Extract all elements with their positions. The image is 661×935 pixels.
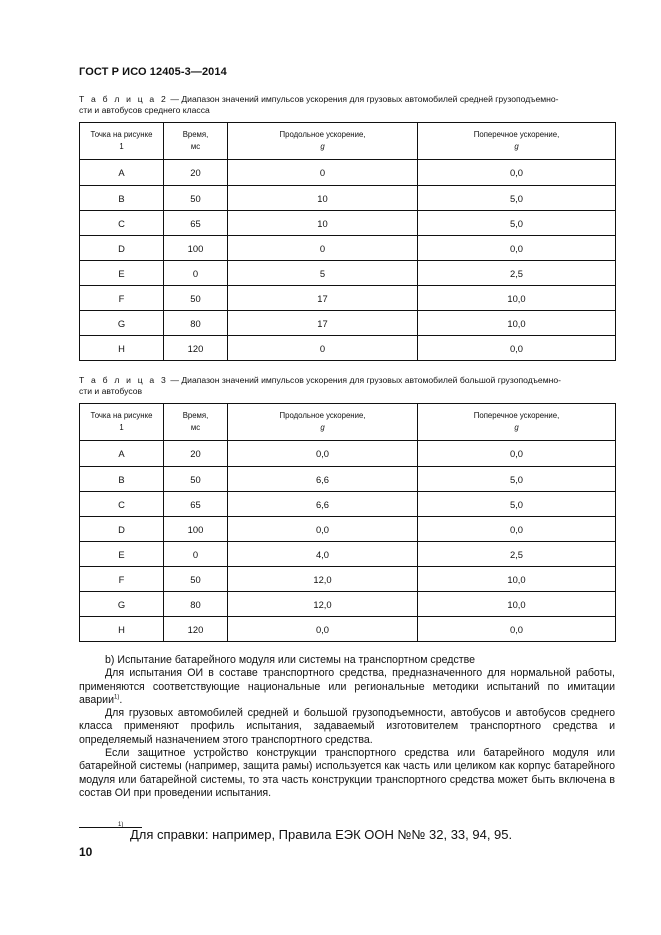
table3-caption-line2: сти и автобусов (79, 386, 143, 396)
table-cell: 17 (228, 311, 418, 336)
table-cell: 2,5 (418, 261, 616, 286)
page-number: 10 (79, 845, 93, 859)
table-cell: 0 (228, 160, 418, 186)
table-cell: 0,0 (418, 236, 616, 261)
table2-header-lateral: Поперечное ускорение, g (418, 123, 616, 160)
document-header: ГОСТ Р ИСО 12405-3—2014 (79, 66, 227, 78)
table-cell: H (80, 617, 164, 642)
table-cell: 20 (164, 160, 228, 186)
table-cell: 0,0 (418, 441, 616, 467)
table-cell: 2,5 (418, 542, 616, 567)
table-cell: G (80, 311, 164, 336)
table-cell: 20 (164, 441, 228, 467)
table-row (80, 517, 616, 542)
table2-header-row (80, 123, 616, 160)
table-cell: B (80, 467, 164, 492)
body-text (79, 654, 615, 800)
table-cell: 10,0 (418, 286, 616, 311)
table-cell: 10,0 (418, 567, 616, 592)
table2-caption-line2: сти и автобусов среднего класса (79, 105, 210, 115)
table-row (80, 186, 616, 211)
table-cell: 10 (228, 186, 418, 211)
table-cell: 0 (164, 261, 228, 286)
table-row (80, 236, 616, 261)
paragraph-vehicle-test: Для испытания ОИ в составе транспортного средства, предназначенного для нормальной работы, применяются соответствующие национальные или региональные методики испытаний по имитации аварии$^{1)}$. (79, 667, 615, 706)
table-cell: 5,0 (418, 186, 616, 211)
table3-caption (79, 375, 619, 397)
table-cell: 0 (164, 542, 228, 567)
table3 (79, 403, 616, 642)
table3-caption-line1: — Диапазон значений импульсов ускорения для грузовых автомобилей большой грузоподъемно- (167, 375, 561, 385)
table-cell: E (80, 261, 164, 286)
table-cell: D (80, 236, 164, 261)
table2-header-time: Время, мс (164, 123, 228, 160)
table-cell: A (80, 160, 164, 186)
table-row (80, 492, 616, 517)
table2-header-point: Точка на рисунке 1 (80, 123, 164, 160)
table-row (80, 542, 616, 567)
table-cell: 0,0 (418, 160, 616, 186)
table-cell: 4,0 (228, 542, 418, 567)
table-cell: 0,0 (418, 617, 616, 642)
table-cell: 0,0 (418, 336, 616, 361)
table-cell: A (80, 441, 164, 467)
paragraph-subsection-b: b) Испытание батарейного модуля или системы на транспортном средстве (105, 654, 476, 666)
table-cell: 0,0 (228, 617, 418, 642)
paragraph-protective-device: Если защитное устройство конструкции транспортного средства или батарейного модуля или батарейной системы (например, защита рамы) используется как часть или целиком как корпус батарейного модуля или батарейной системы, то эта часть конструкции транспортного средства может быть включена в состав ОИ при проведении испытания. (79, 747, 615, 799)
table-row (80, 467, 616, 492)
table3-caption-label: Т а б л и ц а 3 (79, 375, 168, 385)
table2-caption-line1: — Диапазон значений импульсов ускорения для грузовых автомобилей средней грузоподъемно- (167, 94, 559, 104)
table-cell: H (80, 336, 164, 361)
footnote-reference[interactable]: 1) (114, 694, 120, 701)
table-row (80, 617, 616, 642)
table-row (80, 286, 616, 311)
table3-header-longitudinal: Продольное ускорение, g (228, 404, 418, 441)
paragraph-trucks-buses: Для грузовых автомобилей средней и большой грузоподъемности, автобусов и автобусов среднего класса применяют профиль испытания, задаваемый изготовителем транспортного средства и определяемый назначением этого транспортного средства. (79, 707, 615, 746)
table-cell: 120 (164, 336, 228, 361)
table-row (80, 211, 616, 236)
table-cell: 5,0 (418, 467, 616, 492)
table-cell: 120 (164, 617, 228, 642)
table-cell: 10,0 (418, 311, 616, 336)
table-row (80, 336, 616, 361)
table-cell: 6,6 (228, 492, 418, 517)
table3-header-point: Точка на рисунке 1 (80, 404, 164, 441)
table-cell: 80 (164, 311, 228, 336)
table2-caption-label: Т а б л и ц а 2 (79, 94, 168, 104)
table-cell: 0,0 (418, 517, 616, 542)
table-cell: 12,0 (228, 592, 418, 617)
table-cell: B (80, 186, 164, 211)
table-cell: 0 (228, 236, 418, 261)
table-cell: 17 (228, 286, 418, 311)
table3-header-time: Время, мс (164, 404, 228, 441)
table2 (79, 122, 616, 361)
table-cell: 10 (228, 211, 418, 236)
table-row (80, 160, 616, 186)
table-cell: 80 (164, 592, 228, 617)
table-cell: 5,0 (418, 492, 616, 517)
table3-header-row (80, 404, 616, 441)
table-row (80, 311, 616, 336)
footnote-text: Для справки: например, Правила ЕЭК ООН №№ 32, 33, 94, 95. (130, 827, 513, 842)
table-cell: F (80, 286, 164, 311)
table-cell: G (80, 592, 164, 617)
table-cell: F (80, 567, 164, 592)
table-cell: 50 (164, 186, 228, 211)
table-cell: 10,0 (418, 592, 616, 617)
table-cell: C (80, 492, 164, 517)
table3-header-lateral: Поперечное ускорение, g (418, 404, 616, 441)
table-cell: 50 (164, 286, 228, 311)
table-cell: 6,6 (228, 467, 418, 492)
table-cell: 0,0 (228, 441, 418, 467)
footnote-mark: 1) (118, 822, 124, 828)
table-cell: 50 (164, 567, 228, 592)
table-row (80, 261, 616, 286)
table-cell: 0,0 (228, 517, 418, 542)
table-cell: 65 (164, 492, 228, 517)
table-cell: C (80, 211, 164, 236)
table-row (80, 567, 616, 592)
table-cell: 50 (164, 467, 228, 492)
table-cell: 65 (164, 211, 228, 236)
table-cell: 100 (164, 517, 228, 542)
table-cell: D (80, 517, 164, 542)
table-cell: 5,0 (418, 211, 616, 236)
table2-caption (79, 94, 619, 116)
table-cell: 12,0 (228, 567, 418, 592)
table-cell: E (80, 542, 164, 567)
table-cell: 5 (228, 261, 418, 286)
table-row (80, 441, 616, 467)
table-row (80, 592, 616, 617)
table-cell: 0 (228, 336, 418, 361)
table2-header-longitudinal: Продольное ускорение, g (228, 123, 418, 160)
table-cell: 100 (164, 236, 228, 261)
